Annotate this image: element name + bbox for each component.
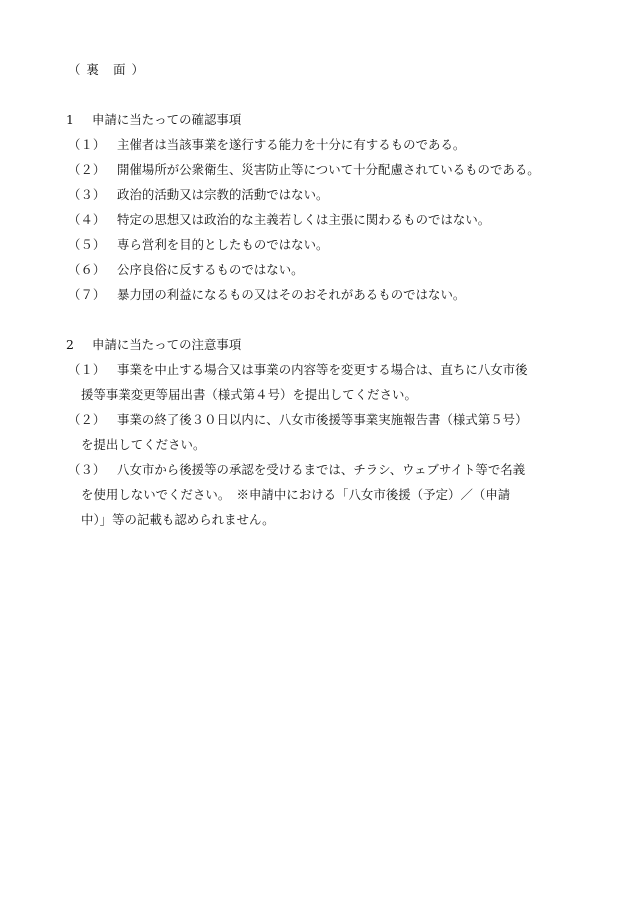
item-text: 暴力団の利益になるもの又はそのおそれがあるものではない。 <box>117 287 466 302</box>
item-text-continuation: を使用しないでください。 ※申請中における「八女市後援（予定）／（申請 <box>81 487 511 502</box>
section-1-heading <box>66 112 241 128</box>
item-number: （２） <box>68 162 106 177</box>
item-number: （１） <box>68 362 106 377</box>
item-number: （５） <box>68 237 106 252</box>
item-text: 開催場所が公衆衛生、災害防止等について十分配慮されているものである。 <box>117 162 540 177</box>
item-number: （２） <box>68 412 106 427</box>
item-text-continuation: を提出してください。 <box>81 437 206 452</box>
item-text-continuation: 中）」等の記載も認められません。 <box>81 512 275 527</box>
page-side-label: （ 裏 面 ） <box>68 62 145 77</box>
item-text: 事業を中止する場合又は事業の内容等を変更する場合は、直ちに八女市後 <box>117 362 528 377</box>
item-text: 事業の終了後３０日以内に、八女市後援等事業実施報告書（様式第５号） <box>117 412 528 427</box>
item-number: （３） <box>68 187 106 202</box>
item-text-continuation: 援等事業変更等届出書（様式第４号）を提出してください。 <box>81 387 417 402</box>
section-1-number: 1 <box>66 112 74 127</box>
section-2-heading <box>66 337 241 353</box>
item-text: 八女市から後援等の承認を受けるまでは、チラシ、ウェブサイト等で名義 <box>117 462 526 477</box>
item-number: （６） <box>68 262 106 277</box>
item-number: （４） <box>68 212 106 227</box>
item-text: 公序良俗に反するものではない。 <box>117 262 304 277</box>
section-2-number: 2 <box>66 337 74 352</box>
item-number: （３） <box>68 462 106 477</box>
item-number: （１） <box>68 137 106 152</box>
section-2-title: 申請に当たっての注意事項 <box>92 337 242 352</box>
section-1-title: 申請に当たっての確認事項 <box>92 112 242 127</box>
item-text: 政治的活動又は宗教的活動ではない。 <box>117 187 329 202</box>
item-text: 主催者は当該事業を遂行する能力を十分に有するものである。 <box>117 137 466 152</box>
item-text: 特定の思想又は政治的な主義若しくは主張に関わるものではない。 <box>117 212 491 227</box>
item-text: 専ら営利を目的としたものではない。 <box>117 237 329 252</box>
item-number: （７） <box>68 287 106 302</box>
